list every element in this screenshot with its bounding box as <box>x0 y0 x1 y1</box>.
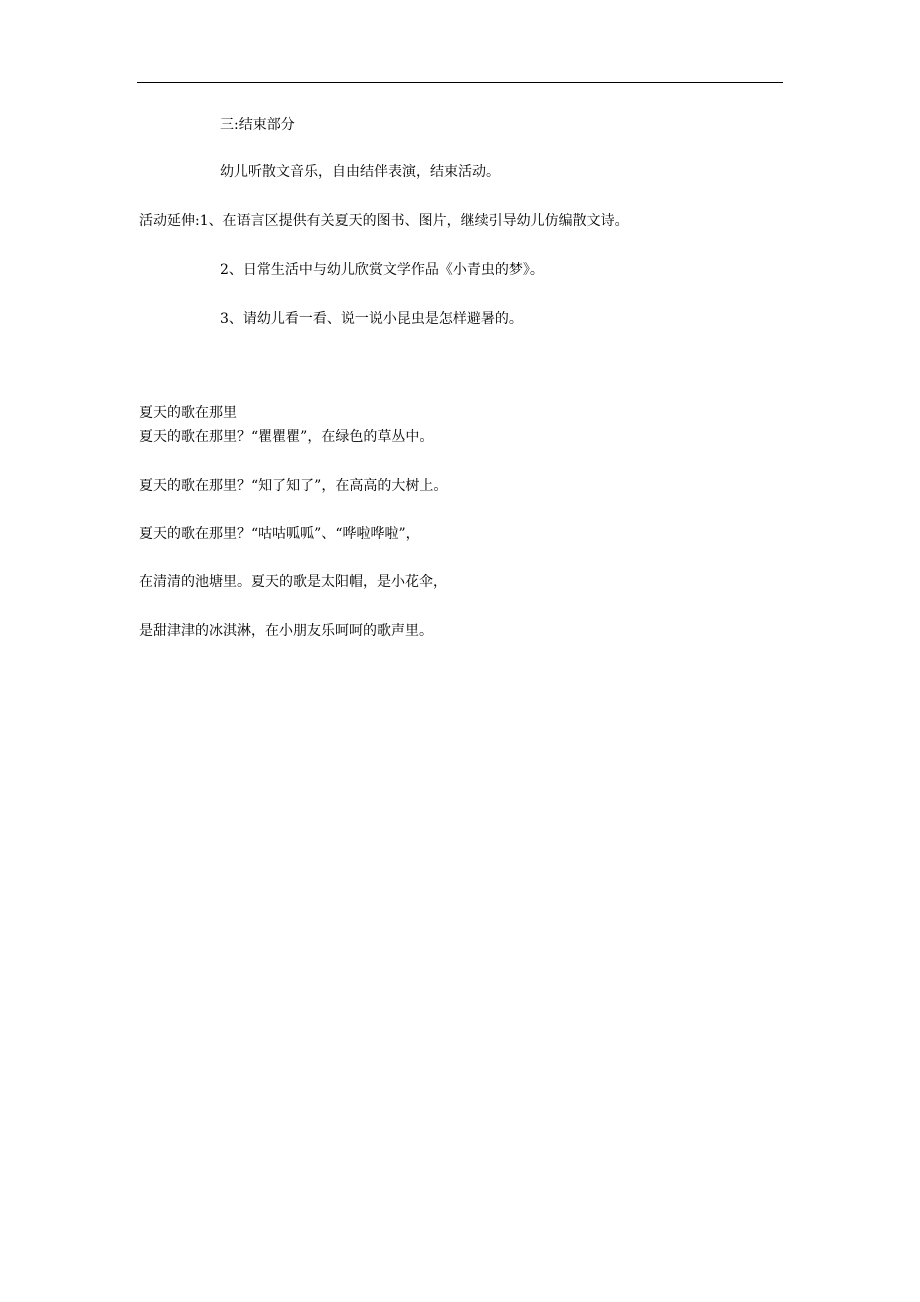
extension-item-1: 活动延伸:1、在语言区提供有关夏天的图书、图片，继续引导幼儿仿编散文诗。 <box>139 213 629 229</box>
poem-line-3: 夏天的歌在那里？“咕咕呱呱”、“哗啦哗啦”， <box>139 526 420 542</box>
header-rule <box>137 82 783 83</box>
extension-item-2: 2、日常生活中与幼儿欣赏文学作品《小青虫的梦》。 <box>220 262 544 278</box>
poem-line-4: 在清清的池塘里。夏天的歌是太阳帽，是小花伞， <box>139 574 447 590</box>
poem-line-1: 夏天的歌在那里？“瞿瞿瞿”，在绿色的草丛中。 <box>139 429 434 445</box>
poem-line-2: 夏天的歌在那里？“知了知了”，在高高的大树上。 <box>139 478 448 494</box>
section-paragraph: 幼儿听散文音乐，自由结伴表演，结束活动。 <box>220 164 500 180</box>
poem-line-5: 是甜津津的冰淇淋，在小朋友乐呵呵的歌声里。 <box>139 623 433 639</box>
poem-title: 夏天的歌在那里 <box>139 405 237 421</box>
section-heading: 三:结束部分 <box>220 117 295 133</box>
extension-item-3: 3、请幼儿看一看、说一说小昆虫是怎样避暑的。 <box>220 311 523 327</box>
